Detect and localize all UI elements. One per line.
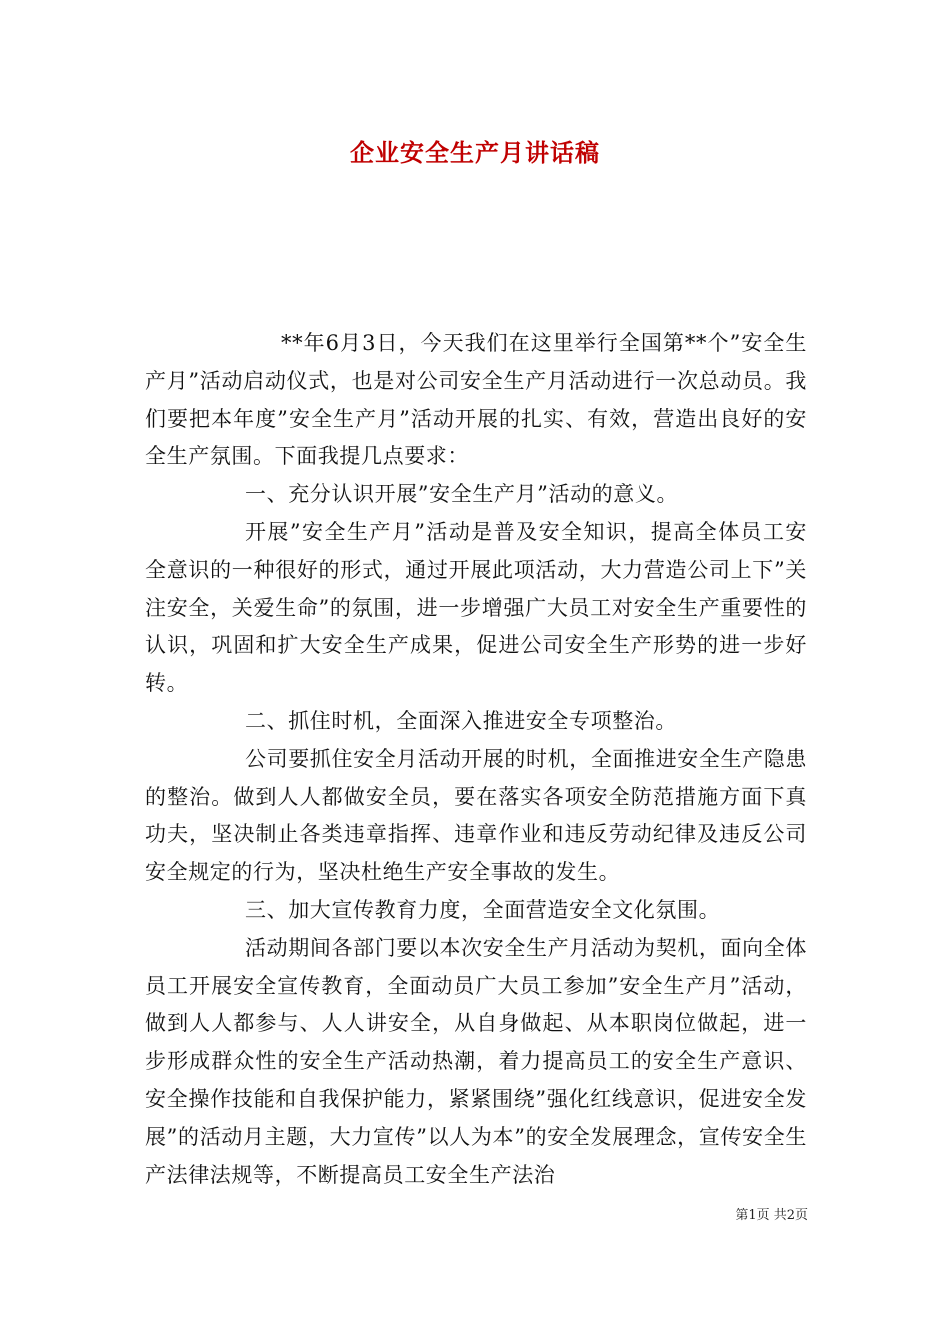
section-heading-1: 一、充分认识开展”安全生产月”活动的意义。 [245,482,679,507]
section-heading-3: 三、加大宣传教育力度，全面营造安全文化氛围。 [245,897,721,922]
paragraph-section-3: 活动期间各部门要以本次安全生产月活动为契机，面向全体员工开展安全宣传教育，全面动员广大员工参加”安全生产月”活动，做到人人都参与、人人讲安全，从自身做起、从本职岗位做起，进一步形成群众性的安全生产活动热潮，着力提高员工的安全生产意识、安全操作技能和自我保护能力，紧紧围绕”强化红线意识，促进安全发展”的活动月主题，大力宣传”以人为本”的安全发展理念，宣传安全生产法律法规等，不断提高员工安全生产法治 [145,935,807,1187]
paragraph-section-1: 开展”安全生产月”活动是普及安全知识，提高全体员工安全意识的一种很好的形式，通过开展此项活动，大力营造公司上下”关注安全，关爱生命”的氛围，进一步增强广大员工对安全生产重要性的认识，巩固和扩大安全生产成果，促进公司安全生产形势的进一步好转。 [145,519,807,696]
page-footer: 第1页 共2页 [735,1208,808,1223]
document-title: 企业安全生产月讲话稿 [350,138,600,167]
document-body [145,325,807,1194]
paragraph-intro: **年6月3日，今天我们在这里举行全国第**个”安全生产月”活动启动仪式，也是对公司安全生产月活动进行一次总动员。我们要把本年度”安全生产月”活动开展的扎实、有效，营造出良好的安全生产氛围。下面我提几点要求： [145,331,807,469]
section-heading-2: 二、抓住时机，全面深入推进安全专项整治。 [245,708,677,733]
paragraph-section-2: 公司要抓住安全月活动开展的时机，全面推进安全生产隐患的整治。做到人人都做安全员，要在落实各项安全防范措施方面下真功夫，坚决制止各类违章指挥、违章作业和违反劳动纪律及违反公司安全规定的行为，坚决杜绝生产安全事故的发生。 [145,746,807,885]
